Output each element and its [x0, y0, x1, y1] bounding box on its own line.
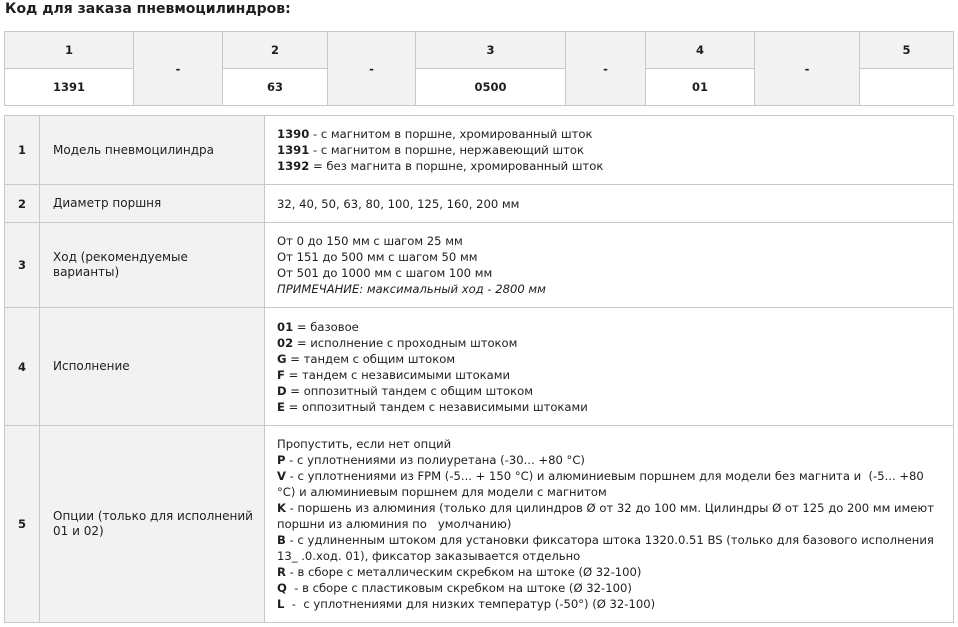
stroke-note: ПРИМЕЧАНИЕ: максимальный ход - 2800 мм: [277, 282, 546, 296]
option-line: [277, 158, 943, 174]
code-position-1: 1: [5, 32, 134, 69]
option-text: От 501 до 1000 мм с шагом 100 мм: [277, 266, 493, 280]
option-text: Пропустить, если нет опций: [277, 437, 452, 451]
option-text: = базовое: [293, 319, 359, 334]
row-number: 4: [5, 308, 40, 426]
row-description: [265, 308, 954, 426]
option-code: 01: [277, 319, 294, 334]
option-text: - в сборе с металлическим скребком на штоке (Ø 32-100): [285, 565, 642, 579]
spec-row-model: [5, 116, 954, 185]
spec-row-version: [5, 308, 954, 426]
row-label: Диаметр поршня: [40, 185, 265, 223]
option-line: [277, 468, 943, 500]
page-title: Код для заказа пневмоцилиндров:: [5, 1, 291, 17]
option-line: [277, 436, 943, 452]
option-line: [277, 532, 943, 564]
option-line: [277, 383, 943, 399]
option-code: B: [277, 533, 286, 547]
spec-row-stroke: [5, 223, 954, 308]
option-code: R: [277, 565, 286, 579]
option-text: - поршень из алюминия (только для цилиндров Ø от 32 до 100 мм. Цилиндры Ø от 125 до 200 мм имеют поршни из алюминия по умолчанию): [277, 501, 938, 531]
option-text: = оппозитный тандем с общим штоком: [286, 383, 533, 398]
option-line: [277, 233, 943, 249]
option-text: = исполнение с проходным штоком: [293, 335, 518, 350]
spec-row-options: [5, 426, 954, 623]
option-text: - с уплотнениями из полиуретана (-30... +80 °C): [285, 453, 585, 467]
option-text: - с удлиненным штоком для установки фиксатора штока 1320.0.51 BS (только для базового исполнения 13_ .0.ход. 01), фиксатор заказывается отдельно: [277, 533, 938, 563]
row-description: [265, 185, 954, 223]
code-value-1: 1391: [5, 69, 134, 106]
option-code: L: [277, 597, 285, 611]
option-text: От 0 до 150 мм с шагом 25 мм: [277, 234, 463, 248]
option-code: D: [277, 383, 287, 398]
option-line: [277, 351, 943, 367]
option-code: 02: [277, 335, 294, 350]
option-code: 1391: [277, 143, 310, 157]
code-separator: -: [566, 32, 646, 106]
option-code: G: [277, 351, 287, 366]
option-line: [277, 142, 943, 158]
order-code-table: [4, 31, 954, 106]
code-position-5: 5: [860, 32, 954, 69]
option-line: [277, 265, 943, 281]
option-text: - с уплотнениями из FPM (-5... + 150 °C) и алюминиевым поршнем для модели без магнита и (-5... +80 °C) и алюминиевым поршнем для модели с магнитом: [277, 469, 928, 499]
code-value-3: 0500: [416, 69, 566, 106]
option-line: [277, 399, 943, 415]
option-line: [277, 126, 943, 142]
code-header-row: [5, 32, 954, 69]
option-text: = оппозитный тандем с независимыми штоками: [284, 399, 588, 414]
option-text: - с магнитом в поршне, нержавеющий шток: [309, 143, 584, 157]
code-position-4: 4: [646, 32, 755, 69]
option-line: [277, 500, 943, 532]
code-separator: -: [328, 32, 416, 106]
option-line: [277, 564, 943, 580]
code-value-4: 01: [646, 69, 755, 106]
option-code: 1392: [277, 159, 310, 173]
row-label: Исполнение: [40, 308, 265, 426]
row-label: Ход (рекомендуемые варианты): [40, 223, 265, 308]
code-position-2: 2: [223, 32, 328, 69]
option-text: - в сборе с пластиковым скребком на штоке (Ø 32-100): [286, 581, 632, 595]
option-line: [277, 580, 943, 596]
row-description: [265, 223, 954, 308]
option-code: F: [277, 367, 285, 382]
code-separator: -: [755, 32, 860, 106]
row-description: [265, 426, 954, 623]
option-line: [277, 596, 943, 612]
row-label: Опции (только для исполнений 01 и 02): [40, 426, 265, 623]
option-text: = тандем с независимыми штоками: [284, 367, 511, 382]
code-value-5: [860, 69, 954, 106]
row-number: 1: [5, 116, 40, 185]
option-code: K: [277, 501, 286, 515]
option-line: [277, 367, 943, 383]
option-code: V: [277, 469, 286, 483]
option-text: = тандем с общим штоком: [286, 351, 456, 366]
option-text: - с магнитом в поршне, хромированный шток: [309, 127, 593, 141]
option-line: [277, 249, 943, 265]
code-position-3: 3: [416, 32, 566, 69]
option-line: [277, 335, 943, 351]
option-text: = без магнита в поршне, хромированный шток: [309, 159, 604, 173]
option-text: - с уплотнениями для низких температур (-50°) (Ø 32-100): [284, 597, 656, 611]
spec-table: [4, 115, 954, 623]
spec-row-diameter: [5, 185, 954, 223]
option-line: [277, 452, 943, 468]
row-number: 3: [5, 223, 40, 308]
row-number: 5: [5, 426, 40, 623]
option-code: Q: [277, 581, 287, 595]
code-separator: -: [134, 32, 223, 106]
row-description: [265, 116, 954, 185]
option-text: 32, 40, 50, 63, 80, 100, 125, 160, 200 мм: [277, 196, 520, 211]
option-code: 1390: [277, 127, 310, 141]
row-number: 2: [5, 185, 40, 223]
option-line: [277, 319, 943, 335]
option-text: От 151 до 500 мм с шагом 50 мм: [277, 250, 478, 264]
option-line: [277, 196, 943, 212]
row-label: Модель пневмоцилиндра: [40, 116, 265, 185]
code-value-2: 63: [223, 69, 328, 106]
option-code: P: [277, 453, 286, 467]
option-code: E: [277, 399, 285, 414]
